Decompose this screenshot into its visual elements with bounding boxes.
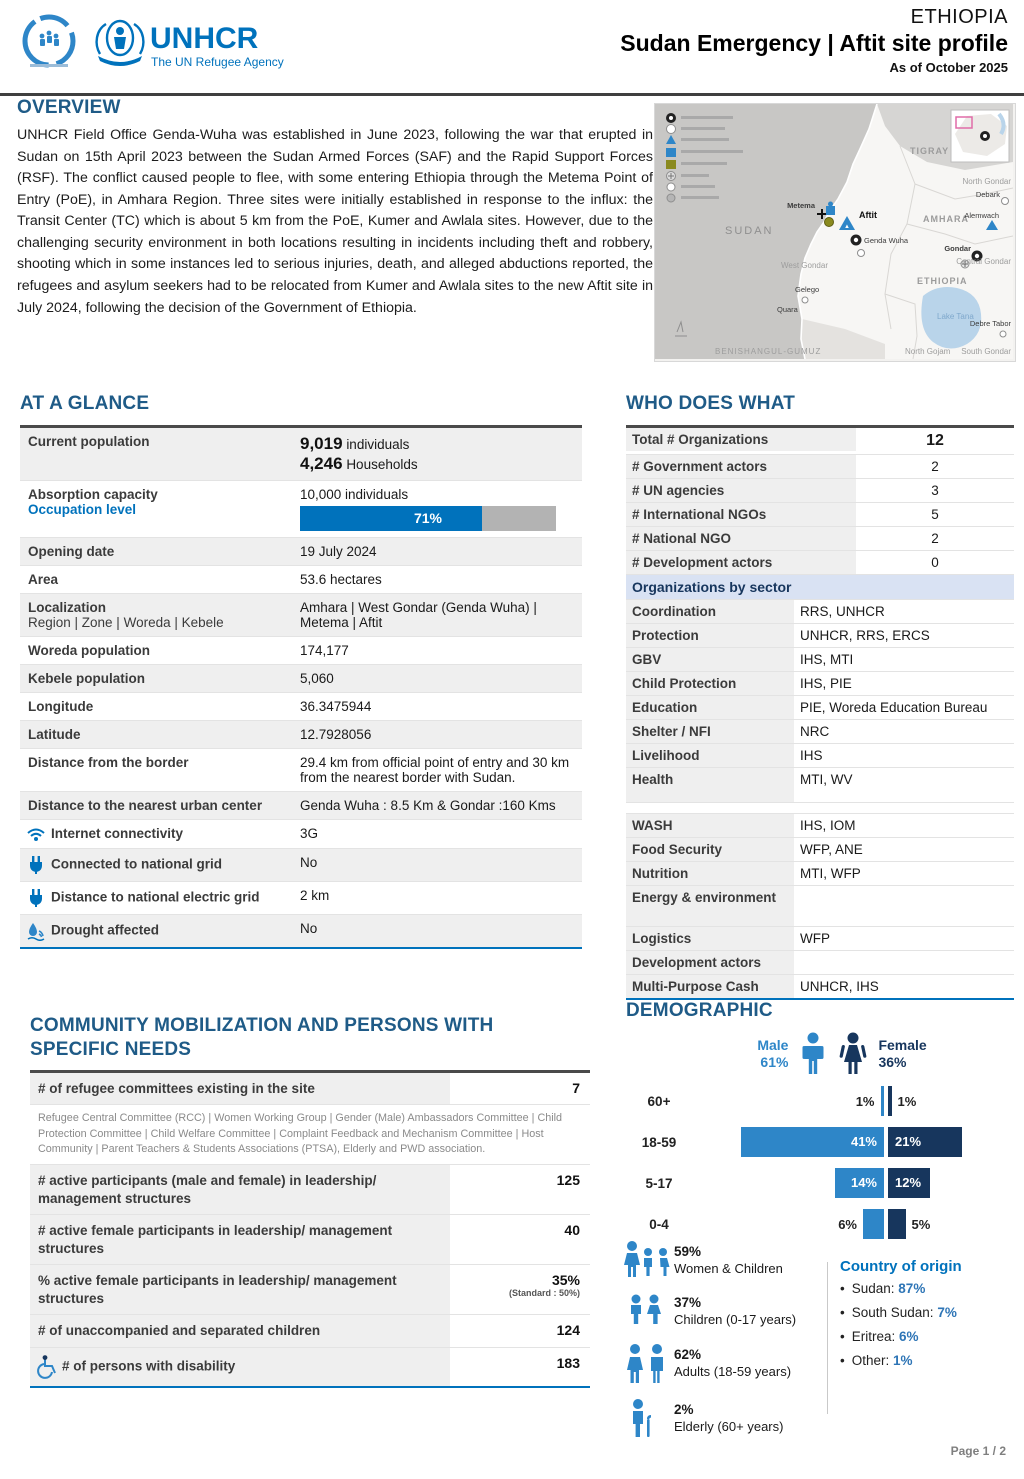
row-label: Distance from the border xyxy=(28,755,189,770)
country-pct: 7% xyxy=(937,1305,957,1320)
individuals-word: individuals xyxy=(346,437,410,452)
who-does-what-title: WHO DOES WHAT xyxy=(626,393,796,414)
row-label: Longitude xyxy=(28,699,94,714)
stat-pct: 37% xyxy=(674,1295,702,1310)
localization-label: Localization xyxy=(28,600,107,615)
row-value: 29.4 km from official point of entry and 30 km from the nearest border with Sudan. xyxy=(300,755,570,785)
pyramid-row xyxy=(626,1209,1018,1239)
table-row xyxy=(626,672,1014,696)
overview-paragraph: UNHCR Field Office Genda-Wuha was established in June 2023, following the war that erupted in Sudan on 15th April 2023 between the Sudan Armed Forces (SAF) and the Rapid Support Forces (RSF). The conflict caused people to flee, with some entering Ethiopia through the Metema Point of Entry (PoE), in Amhara Region. Three sites were initially established in response to the influx: the Transit Center (TC) which is about 5 km from the PoE, Kumer and Awlala sites. However, due to the challenging security environment in both locations resulting in incidents including theft and robbery, shooting which in some instances led to serious injuries, death, and alleged abductions reported, the refugees and asylum seekers had to be relocated from Kumer and Awlala sites to the new Aftit site in July 2024, following the decision of the Government of Ethiopia. xyxy=(17,127,653,316)
sector-label: Multi-Purpose Cash xyxy=(626,975,794,998)
sector-value: IHS, IOM xyxy=(800,818,856,833)
row-value: 3G xyxy=(300,826,319,841)
row-label xyxy=(20,849,296,881)
row-label: Woreda population xyxy=(28,643,150,658)
table-row xyxy=(626,814,1014,838)
demographic-section xyxy=(626,1000,1018,1250)
at-a-glance-title: AT A GLANCE xyxy=(20,393,150,414)
table-row xyxy=(20,721,582,749)
table-row xyxy=(626,951,1014,975)
grid-distance-label: Distance to national electric grid xyxy=(51,890,260,905)
page-header xyxy=(0,0,1024,96)
stat-label: Elderly (60+ years) xyxy=(674,1419,784,1435)
table-row xyxy=(626,503,1014,527)
map-label-south-gondar: South Gondar xyxy=(961,347,1011,356)
page-title: Sudan Emergency | Aftit site profile xyxy=(620,30,1008,56)
who-does-what-section xyxy=(626,393,1014,1000)
country-of-origin xyxy=(840,1258,1016,1377)
households-word: Households xyxy=(346,457,418,472)
male-legend xyxy=(757,1037,788,1072)
unhcr-wordmark: UNHCR xyxy=(150,22,259,55)
stat-text xyxy=(674,1294,796,1329)
row-label: # Development actors xyxy=(626,551,856,574)
age-group-label: 0-4 xyxy=(649,1216,669,1232)
stat-pct: 62% xyxy=(674,1347,702,1363)
row-label: # National NGO xyxy=(626,527,856,550)
table-row xyxy=(20,915,582,947)
row-label: % active female participants in leadership/ management structures xyxy=(30,1265,450,1314)
row-value: 2 km xyxy=(300,888,330,904)
row-value: 36.3475944 xyxy=(300,699,372,714)
sector-value: WFP, ANE xyxy=(800,842,863,857)
disability-label: # of persons with disability xyxy=(62,1358,236,1374)
sector-value: MTI, WV xyxy=(800,772,853,787)
map-label-genda-wuha: Genda Wuha xyxy=(864,236,909,245)
table-row xyxy=(30,1315,590,1348)
map-label-north-gondar: North Gondar xyxy=(962,177,1011,186)
female-bar xyxy=(888,1209,906,1239)
stat-text xyxy=(674,1243,783,1278)
individuals-count: 9,019 xyxy=(300,434,343,453)
sector-label: Logistics xyxy=(626,927,794,950)
female-participation-pct: 35% xyxy=(551,1272,580,1289)
table-row xyxy=(626,455,1014,479)
drought-label: Drought affected xyxy=(51,923,159,938)
map-label-gelego: Gelego xyxy=(795,285,820,294)
map-label-debre-tabor: Debre Tabor xyxy=(969,319,1011,328)
female-value-label: 1% xyxy=(897,1093,917,1109)
row-label: Current population xyxy=(28,434,150,449)
map-label-west-gondar: West Gondar xyxy=(781,261,828,270)
map-label-central-gondar: Central Gondar xyxy=(956,257,1011,266)
country-pct: 1% xyxy=(893,1353,913,1368)
row-value: 0 xyxy=(931,555,939,570)
sector-label: Nutrition xyxy=(626,862,794,885)
female-label: Female xyxy=(878,1036,927,1053)
row-value xyxy=(296,428,582,480)
row-value: 19 July 2024 xyxy=(300,544,377,559)
community-title: COMMUNITY MOBILIZATION AND PERSONS WITH SPECIFIC NEEDS xyxy=(30,1015,494,1060)
pyramid-row xyxy=(626,1127,1018,1157)
row-label: # International NGOs xyxy=(626,503,856,526)
map-label-quara: Quara xyxy=(777,305,798,314)
map-label-aftit: Aftit xyxy=(859,210,877,220)
row-value: 7 xyxy=(572,1079,580,1096)
map-label-sudan: SUDAN xyxy=(725,225,774,237)
stat-pct: 2% xyxy=(674,1402,694,1418)
row-value: 12.7928056 xyxy=(300,727,372,742)
map-label-tigray: TIGRAY xyxy=(910,146,950,156)
list-item xyxy=(840,1281,1016,1296)
table-row xyxy=(30,1165,590,1215)
sector-label: Livelihood xyxy=(626,744,794,767)
table-row xyxy=(20,566,582,594)
committees-description: Refugee Central Committee (RCC) | Women Working Group | Gender (Male) Ambassadors Committee | Child Protection Committee | Child Welfare Committee | Complaint Feedback and Mechanism Committee | Host Community | Parent Teachers & Students Associations (PTSA), Elderly and PWD association. xyxy=(30,1105,590,1165)
map-label-ethiopia: ETHIOPIA xyxy=(917,276,968,286)
country-name: Eritrea: xyxy=(851,1329,896,1344)
sector-value: IHS xyxy=(800,748,823,763)
stat-label: Women & Children xyxy=(674,1260,783,1276)
table-row xyxy=(20,749,582,792)
female-value-label: 21% xyxy=(895,1134,922,1149)
stat-label: Adults (18-59 years) xyxy=(674,1364,792,1380)
stat-pct: 59% xyxy=(674,1243,702,1259)
unhcr-tagline: The UN Refugee Agency xyxy=(151,55,284,69)
list-item xyxy=(622,1294,822,1329)
unhcr-logo-icon xyxy=(92,16,292,74)
male-label: Male xyxy=(757,1036,789,1053)
sector-value: MTI, WFP xyxy=(800,866,861,881)
row-value: 2 xyxy=(931,459,939,474)
overview-title: OVERVIEW xyxy=(17,97,121,118)
absorption-value: 10,000 individuals xyxy=(300,487,409,502)
table-row xyxy=(626,862,1014,886)
table-row xyxy=(626,479,1014,503)
grid-label: Connected to national grid xyxy=(51,857,222,872)
map-label-metema: Metema xyxy=(787,201,815,210)
sector-value: UNHCR, RRS, ERCS xyxy=(800,628,930,643)
row-value: Amhara | West Gondar (Genda Wuha) | Metema | Aftit xyxy=(300,600,537,630)
country-of-origin-title: Country of origin xyxy=(840,1258,962,1275)
table-row xyxy=(20,481,582,538)
occupation-progress-label: 71% xyxy=(413,510,443,526)
row-value: 125 xyxy=(556,1171,580,1188)
list-item xyxy=(840,1329,1016,1344)
drought-icon xyxy=(26,921,46,941)
row-label: # Government actors xyxy=(626,455,856,478)
row-value: 53.6 hectares xyxy=(300,572,382,587)
sector-label: Coordination xyxy=(626,600,794,623)
table-row xyxy=(626,768,1014,803)
row-value: 124 xyxy=(556,1322,580,1339)
list-item xyxy=(840,1305,1016,1320)
row-value: 40 xyxy=(564,1222,580,1239)
row-value: 174,177 xyxy=(300,643,349,658)
plug-icon xyxy=(26,855,46,875)
table-row xyxy=(626,720,1014,744)
map-label-alemwach: Alemwach xyxy=(964,211,999,220)
female-bar xyxy=(888,1127,962,1157)
table-row xyxy=(30,1073,590,1106)
row-label: Latitude xyxy=(28,727,81,742)
table-row xyxy=(626,600,1014,624)
table-row xyxy=(626,527,1014,551)
row-value xyxy=(450,1265,590,1305)
households-count: 4,246 xyxy=(300,454,343,473)
row-label xyxy=(30,1348,450,1386)
row-value: 3 xyxy=(931,483,939,498)
svg-text:▲: ▲ xyxy=(844,224,850,230)
table-row xyxy=(626,648,1014,672)
row-label: Opening date xyxy=(28,544,115,559)
male-value-label: 1% xyxy=(855,1093,875,1109)
table-row xyxy=(626,696,1014,720)
row-label xyxy=(20,481,296,523)
sector-value: PIE, Woreda Education Bureau xyxy=(800,700,988,715)
row-value: No xyxy=(300,921,318,937)
pyramid-row xyxy=(626,1086,1018,1116)
table-row xyxy=(20,428,582,481)
row-label xyxy=(20,820,296,848)
sector-band-header: Organizations by sector xyxy=(626,575,1014,600)
male-bar xyxy=(835,1168,884,1198)
table-row xyxy=(626,975,1014,998)
list-item xyxy=(622,1399,822,1439)
table-row xyxy=(626,886,1014,927)
sector-label: Child Protection xyxy=(626,672,794,695)
row-label: Total # Organizations xyxy=(626,428,856,451)
row-value: 5,060 xyxy=(300,671,334,686)
row-label xyxy=(20,594,296,636)
table-row xyxy=(30,1348,590,1386)
table-spacer xyxy=(626,803,1014,814)
plug-icon xyxy=(26,888,46,908)
page-number: Page 1 / 2 xyxy=(950,1444,1006,1458)
table-row xyxy=(626,838,1014,862)
stat-text xyxy=(674,1346,791,1381)
row-label: # of refugee committees existing in the site xyxy=(30,1073,450,1105)
table-row xyxy=(20,637,582,665)
table-row xyxy=(626,744,1014,768)
table-row xyxy=(20,693,582,721)
demographic-title: DEMOGRAPHIC xyxy=(626,1000,773,1021)
vertical-divider xyxy=(827,1262,828,1414)
pyramid-row xyxy=(626,1168,1018,1198)
table-row xyxy=(30,1265,590,1315)
female-person-icon xyxy=(838,1032,868,1076)
age-group-label: 60+ xyxy=(647,1093,671,1109)
male-value-label: 6% xyxy=(838,1216,857,1232)
sector-value: NRC xyxy=(800,724,830,739)
stat-text xyxy=(674,1401,783,1436)
sector-value xyxy=(794,886,1014,894)
standard-note: (Standard : 50%) xyxy=(508,1288,580,1299)
location-map xyxy=(654,103,1016,362)
row-label xyxy=(20,915,296,947)
community-mobilization-section xyxy=(30,1014,590,1388)
row-value: 12 xyxy=(926,432,944,449)
table-row xyxy=(20,665,582,693)
sector-label: Education xyxy=(626,696,794,719)
occupation-progressbar xyxy=(300,506,556,531)
sector-value: UNHCR, IHS xyxy=(800,979,879,994)
map-label-benishangul: BENISHANGUL-GUMUZ xyxy=(715,347,822,356)
row-label: Kebele population xyxy=(28,671,146,686)
header-date: As of October 2025 xyxy=(889,60,1008,75)
wifi-icon xyxy=(26,826,46,842)
map-label-gondar: Gondar xyxy=(944,244,971,253)
header-country: ETHIOPIA xyxy=(910,6,1008,28)
sector-value: RRS, UNHCR xyxy=(800,604,885,619)
sector-label: Development actors xyxy=(626,951,794,974)
row-value: 183 xyxy=(556,1354,580,1371)
table-row xyxy=(20,820,582,849)
female-value-label: 5% xyxy=(911,1216,931,1232)
country-name: Other: xyxy=(851,1353,890,1368)
sector-value xyxy=(794,951,1014,959)
map-label-lake-tana: Lake Tana xyxy=(937,312,974,321)
row-value: No xyxy=(300,855,318,871)
list-item xyxy=(622,1343,822,1385)
female-value-label: 12% xyxy=(895,1175,922,1190)
localization-sublabel: Region | Zone | Woreda | Kebele xyxy=(28,615,224,630)
table-row xyxy=(20,849,582,882)
sector-label: Food Security xyxy=(626,838,794,861)
map-label-amhara: AMHARA xyxy=(923,214,969,224)
table-row xyxy=(20,594,582,637)
sector-label: Energy & environment xyxy=(626,886,794,926)
female-bar xyxy=(888,1086,892,1116)
list-item xyxy=(622,1240,822,1280)
stat-label: Children (0-17 years) xyxy=(674,1311,797,1327)
male-bar xyxy=(881,1086,885,1116)
table-row xyxy=(626,551,1014,575)
table-row xyxy=(20,792,582,820)
row-label: Area xyxy=(28,572,59,587)
male-bar xyxy=(863,1209,884,1239)
adults-icon xyxy=(622,1343,674,1385)
rrs-logo-icon xyxy=(18,12,80,74)
at-a-glance-section xyxy=(20,393,582,949)
table-row xyxy=(30,1215,590,1265)
male-bar xyxy=(741,1127,885,1157)
wheelchair-icon xyxy=(34,1355,58,1379)
country-pct: 87% xyxy=(898,1281,926,1296)
sector-label: GBV xyxy=(626,648,794,671)
table-row xyxy=(20,882,582,915)
female-pct: 36% xyxy=(878,1054,907,1070)
occupation-label: Occupation level xyxy=(28,502,137,517)
age-group-label: 5-17 xyxy=(645,1175,673,1191)
sector-label: Shelter / NFI xyxy=(626,720,794,743)
map-label-north-gojam: North Gojam xyxy=(905,347,951,356)
male-value-label: 14% xyxy=(850,1175,877,1190)
map-label-debark: Debark xyxy=(975,190,1000,199)
row-label: # UN agencies xyxy=(626,479,856,502)
table-row xyxy=(626,624,1014,648)
population-stats xyxy=(622,1240,822,1453)
row-value: 2 xyxy=(931,531,939,546)
row-label: Distance to the nearest urban center xyxy=(28,798,263,813)
children-icon xyxy=(622,1294,674,1328)
row-value: 5 xyxy=(931,507,939,522)
demographic-legend xyxy=(666,1032,1018,1076)
sector-value: IHS, MTI xyxy=(800,652,854,667)
population-pyramid-chart xyxy=(626,1086,1018,1239)
family-icon xyxy=(622,1240,674,1280)
elderly-icon xyxy=(622,1399,674,1439)
male-person-icon xyxy=(798,1032,828,1076)
female-bar xyxy=(888,1168,930,1198)
female-legend xyxy=(878,1037,926,1072)
row-value: Genda Wuha : 8.5 Km & Gondar :160 Kms xyxy=(300,798,556,813)
row-value xyxy=(296,481,582,537)
table-row xyxy=(626,428,1014,455)
internet-label: Internet connectivity xyxy=(51,826,184,841)
age-group-label: 18-59 xyxy=(641,1134,677,1150)
sector-label: WASH xyxy=(626,814,794,837)
row-label: # of unaccompanied and separated children xyxy=(30,1315,450,1347)
sector-label: Health xyxy=(626,768,794,802)
absorption-label: Absorption capacity xyxy=(28,487,158,502)
map-inset xyxy=(951,110,1009,162)
sector-value: WFP xyxy=(800,931,830,946)
list-item xyxy=(840,1353,1016,1368)
table-row xyxy=(20,538,582,566)
overview-section xyxy=(17,97,653,319)
male-value-label: 41% xyxy=(850,1134,877,1149)
table-row xyxy=(626,927,1014,951)
row-label: # active participants (male and female) in leadership/ management structures xyxy=(30,1165,450,1214)
country-name: Sudan: xyxy=(851,1281,895,1296)
male-pct: 61% xyxy=(760,1054,789,1070)
sector-label: Protection xyxy=(626,624,794,647)
country-name: South Sudan: xyxy=(851,1305,934,1320)
sector-value: IHS, PIE xyxy=(800,676,852,691)
row-label xyxy=(20,882,296,914)
row-label: # active female participants in leadership/ management structures xyxy=(30,1215,450,1264)
country-pct: 6% xyxy=(899,1329,919,1344)
